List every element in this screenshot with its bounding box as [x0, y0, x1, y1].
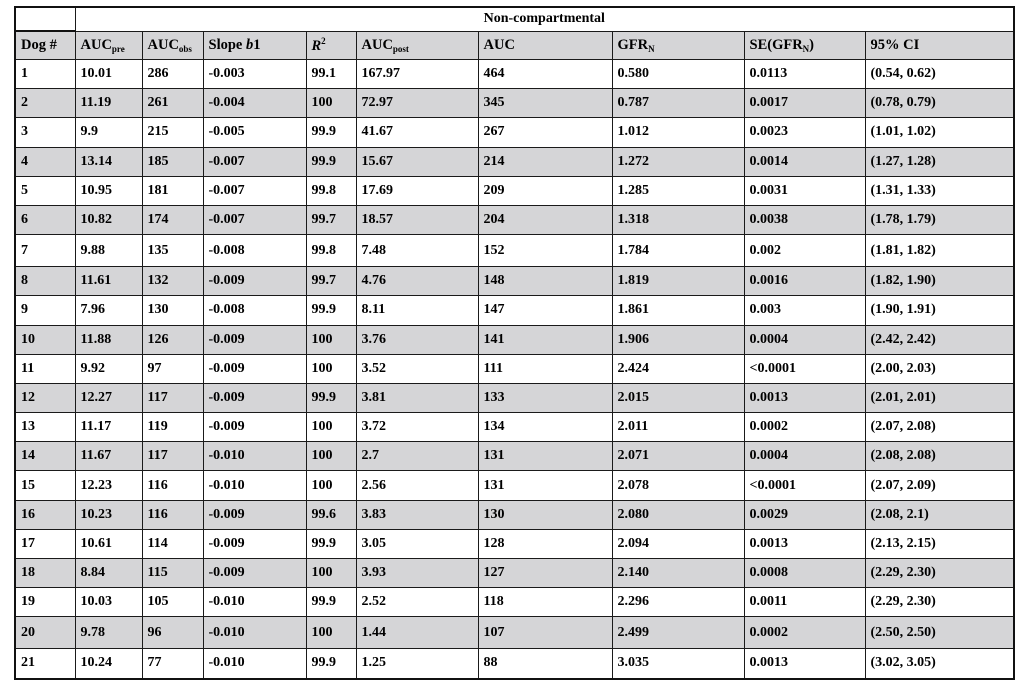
table-cell: 10.01	[75, 60, 142, 89]
table-cell: 0.0004	[744, 442, 865, 471]
table-cell: 100	[306, 413, 356, 442]
table-cell: 9.9	[75, 118, 142, 147]
table-row	[15, 60, 1014, 89]
table-cell: -0.009	[203, 529, 306, 558]
table-cell: 0.0016	[744, 267, 865, 296]
table-cell: 10.24	[75, 649, 142, 679]
table-cell: 2.078	[612, 471, 744, 500]
table-row	[15, 354, 1014, 383]
group-header-noncompartmental: Non-compartmental	[75, 7, 1014, 31]
table-row	[15, 147, 1014, 176]
table-row	[15, 267, 1014, 296]
table-cell: 128	[478, 529, 612, 558]
table-cell: 3.035	[612, 649, 744, 679]
table-row	[15, 588, 1014, 617]
table-cell: -0.009	[203, 559, 306, 588]
table-cell: 115	[142, 559, 203, 588]
table-cell: (3.02, 3.05)	[865, 649, 1014, 679]
table-cell: 0.0038	[744, 205, 865, 234]
table-cell: 345	[478, 89, 612, 118]
table-cell: 117	[142, 442, 203, 471]
table-cell: 2.071	[612, 442, 744, 471]
table-cell: 100	[306, 559, 356, 588]
table-cell: -0.009	[203, 383, 306, 412]
table-cell: 286	[142, 60, 203, 89]
table-cell: 77	[142, 649, 203, 679]
table-cell: -0.009	[203, 267, 306, 296]
table-cell: 9.78	[75, 617, 142, 649]
table-cell: 204	[478, 205, 612, 234]
table-cell: 5	[15, 176, 75, 205]
table-cell: -0.010	[203, 617, 306, 649]
table-cell: 135	[142, 235, 203, 267]
table-cell: 0.0017	[744, 89, 865, 118]
table-row	[15, 89, 1014, 118]
table-cell: 111	[478, 354, 612, 383]
results-table-container	[14, 6, 1013, 680]
table-cell: 12.23	[75, 471, 142, 500]
table-cell: 100	[306, 471, 356, 500]
table-cell: 2.080	[612, 500, 744, 529]
table-cell: 0.0023	[744, 118, 865, 147]
table-cell: 0.0029	[744, 500, 865, 529]
table-row	[15, 383, 1014, 412]
table-cell: -0.010	[203, 649, 306, 679]
table-cell: 152	[478, 235, 612, 267]
header-col-dog: Dog #	[15, 31, 75, 60]
table-cell: 0.0013	[744, 529, 865, 558]
table-cell: 17.69	[356, 176, 478, 205]
table-cell: -0.005	[203, 118, 306, 147]
table-cell: 167.97	[356, 60, 478, 89]
table-cell: (1.82, 1.90)	[865, 267, 1014, 296]
table-cell: 8.84	[75, 559, 142, 588]
table-cell: 3.05	[356, 529, 478, 558]
table-cell: <0.0001	[744, 354, 865, 383]
table-cell: (2.29, 2.30)	[865, 588, 1014, 617]
table-cell: 7.48	[356, 235, 478, 267]
table-cell: 8.11	[356, 296, 478, 325]
table-cell: 130	[478, 500, 612, 529]
table-cell: 99.9	[306, 118, 356, 147]
table-row	[15, 442, 1014, 471]
table-cell: 118	[478, 588, 612, 617]
table-cell: (2.50, 2.50)	[865, 617, 1014, 649]
table-cell: -0.008	[203, 235, 306, 267]
table-cell: 11.19	[75, 89, 142, 118]
table-cell: 11.88	[75, 325, 142, 354]
table-cell: -0.004	[203, 89, 306, 118]
table-cell: 100	[306, 617, 356, 649]
table-cell: 6	[15, 205, 75, 234]
table-cell: (2.08, 2.08)	[865, 442, 1014, 471]
table-cell: 131	[478, 442, 612, 471]
table-cell: 133	[478, 383, 612, 412]
blank-corner-cell	[15, 7, 75, 31]
table-cell: 2.424	[612, 354, 744, 383]
table-cell: 99.9	[306, 383, 356, 412]
table-cell: -0.010	[203, 442, 306, 471]
table-cell: -0.010	[203, 471, 306, 500]
table-cell: (2.07, 2.08)	[865, 413, 1014, 442]
table-cell: 4	[15, 147, 75, 176]
table-cell: 127	[478, 559, 612, 588]
table-row	[15, 118, 1014, 147]
table-cell: -0.009	[203, 354, 306, 383]
table-cell: 3.81	[356, 383, 478, 412]
table-cell: 99.6	[306, 500, 356, 529]
table-cell: 141	[478, 325, 612, 354]
table-cell: 147	[478, 296, 612, 325]
table-cell: <0.0001	[744, 471, 865, 500]
table-cell: -0.008	[203, 296, 306, 325]
table-row	[15, 296, 1014, 325]
table-cell: 21	[15, 649, 75, 679]
table-cell: 0.580	[612, 60, 744, 89]
table-cell: 99.9	[306, 588, 356, 617]
table-cell: 18.57	[356, 205, 478, 234]
table-cell: 13.14	[75, 147, 142, 176]
table-cell: (2.29, 2.30)	[865, 559, 1014, 588]
table-cell: 261	[142, 89, 203, 118]
table-cell: 3.76	[356, 325, 478, 354]
table-cell: 99.9	[306, 649, 356, 679]
table-cell: -0.007	[203, 147, 306, 176]
table-cell: 3.83	[356, 500, 478, 529]
table-cell: 9.92	[75, 354, 142, 383]
table-cell: 134	[478, 413, 612, 442]
table-cell: (2.08, 2.1)	[865, 500, 1014, 529]
header-col-auc-pre: $AUC_{pre}$	[75, 31, 142, 60]
table-cell: 3.72	[356, 413, 478, 442]
table-cell: (1.27, 1.28)	[865, 147, 1014, 176]
header-col-auc: AUC	[478, 31, 612, 60]
table-cell: (2.42, 2.42)	[865, 325, 1014, 354]
table-cell: 2.7	[356, 442, 478, 471]
table-row	[15, 176, 1014, 205]
table-cell: 0.0013	[744, 383, 865, 412]
table-cell: -0.003	[203, 60, 306, 89]
gfr-results-table	[14, 6, 1015, 680]
table-cell: 10.23	[75, 500, 142, 529]
table-cell: (1.31, 1.33)	[865, 176, 1014, 205]
table-cell: 1.44	[356, 617, 478, 649]
table-cell: (1.90, 1.91)	[865, 296, 1014, 325]
table-cell: 0.787	[612, 89, 744, 118]
table-cell: 9	[15, 296, 75, 325]
table-cell: 0.003	[744, 296, 865, 325]
table-cell: 1.819	[612, 267, 744, 296]
table-cell: 12.27	[75, 383, 142, 412]
table-cell: (2.01, 2.01)	[865, 383, 1014, 412]
table-cell: 1	[15, 60, 75, 89]
group-header-row	[15, 7, 1014, 31]
table-body	[15, 60, 1014, 679]
table-cell: 99.8	[306, 235, 356, 267]
table-cell: 14	[15, 442, 75, 471]
table-cell: (2.13, 2.15)	[865, 529, 1014, 558]
table-cell: 10.03	[75, 588, 142, 617]
table-cell: -0.009	[203, 500, 306, 529]
table-cell: -0.007	[203, 205, 306, 234]
table-cell: 2.140	[612, 559, 744, 588]
table-cell: 0.0014	[744, 147, 865, 176]
table-cell: 13	[15, 413, 75, 442]
table-cell: 2	[15, 89, 75, 118]
header-col-r2: $R^2$	[306, 31, 356, 60]
table-cell: 3.52	[356, 354, 478, 383]
table-cell: 10.82	[75, 205, 142, 234]
table-cell: 2.011	[612, 413, 744, 442]
table-row	[15, 617, 1014, 649]
table-cell: (1.78, 1.79)	[865, 205, 1014, 234]
table-cell: 209	[478, 176, 612, 205]
header-col-auc-obs: $AUC_{obs}$	[142, 31, 203, 60]
table-cell: (0.54, 0.62)	[865, 60, 1014, 89]
table-cell: 214	[478, 147, 612, 176]
table-row	[15, 559, 1014, 588]
table-cell: 181	[142, 176, 203, 205]
table-cell: 1.784	[612, 235, 744, 267]
table-cell: 15.67	[356, 147, 478, 176]
table-cell: 10	[15, 325, 75, 354]
table-cell: 117	[142, 383, 203, 412]
table-cell: 0.0011	[744, 588, 865, 617]
header-col-95-ci: 95% CI	[865, 31, 1014, 60]
table-cell: (1.81, 1.82)	[865, 235, 1014, 267]
column-header-row	[15, 31, 1014, 60]
table-cell: 9.88	[75, 235, 142, 267]
table-cell: 267	[478, 118, 612, 147]
table-cell: 100	[306, 442, 356, 471]
table-cell: 99.9	[306, 529, 356, 558]
table-cell: 1.012	[612, 118, 744, 147]
table-cell: 96	[142, 617, 203, 649]
header-col-slope-b1: Slope b1	[203, 31, 306, 60]
table-cell: 100	[306, 354, 356, 383]
table-cell: 0.0002	[744, 617, 865, 649]
table-cell: 119	[142, 413, 203, 442]
table-row	[15, 471, 1014, 500]
table-cell: 464	[478, 60, 612, 89]
table-cell: 17	[15, 529, 75, 558]
table-row	[15, 529, 1014, 558]
table-cell: 2.015	[612, 383, 744, 412]
table-row	[15, 205, 1014, 234]
table-cell: 12	[15, 383, 75, 412]
table-cell: 18	[15, 559, 75, 588]
table-cell: (1.01, 1.02)	[865, 118, 1014, 147]
table-cell: 99.9	[306, 147, 356, 176]
table-cell: 0.0004	[744, 325, 865, 354]
table-cell: 3.93	[356, 559, 478, 588]
table-row	[15, 649, 1014, 679]
table-cell: 100	[306, 89, 356, 118]
table-cell: 99.9	[306, 296, 356, 325]
table-cell: 99.7	[306, 267, 356, 296]
table-cell: -0.009	[203, 325, 306, 354]
table-cell: 185	[142, 147, 203, 176]
table-cell: 10.61	[75, 529, 142, 558]
table-cell: 8	[15, 267, 75, 296]
table-cell: (2.00, 2.03)	[865, 354, 1014, 383]
table-cell: (2.07, 2.09)	[865, 471, 1014, 500]
table-cell: 130	[142, 296, 203, 325]
table-cell: -0.007	[203, 176, 306, 205]
table-cell: 10.95	[75, 176, 142, 205]
table-cell: 215	[142, 118, 203, 147]
table-cell: 3	[15, 118, 75, 147]
table-cell: 114	[142, 529, 203, 558]
header-col-gfr-n: $GFR_N$	[612, 31, 744, 60]
table-cell: 11	[15, 354, 75, 383]
table-cell: 116	[142, 471, 203, 500]
table-cell: 99.1	[306, 60, 356, 89]
table-cell: -0.010	[203, 588, 306, 617]
table-cell: 11.17	[75, 413, 142, 442]
table-cell: 20	[15, 617, 75, 649]
table-cell: 2.52	[356, 588, 478, 617]
table-cell: 0.0113	[744, 60, 865, 89]
table-cell: 99.8	[306, 176, 356, 205]
table-cell: 116	[142, 500, 203, 529]
table-cell: 100	[306, 325, 356, 354]
table-cell: (0.78, 0.79)	[865, 89, 1014, 118]
table-cell: 105	[142, 588, 203, 617]
table-cell: 41.67	[356, 118, 478, 147]
table-cell: 107	[478, 617, 612, 649]
table-cell: 0.0002	[744, 413, 865, 442]
table-cell: 97	[142, 354, 203, 383]
table-cell: 88	[478, 649, 612, 679]
table-cell: 2.094	[612, 529, 744, 558]
table-cell: 0.0008	[744, 559, 865, 588]
table-cell: 1.285	[612, 176, 744, 205]
table-cell: 7.96	[75, 296, 142, 325]
table-cell: 131	[478, 471, 612, 500]
table-cell: 16	[15, 500, 75, 529]
table-cell: 2.499	[612, 617, 744, 649]
header-col-auc-post: $AUC_{post}$	[356, 31, 478, 60]
table-cell: 11.61	[75, 267, 142, 296]
table-row	[15, 500, 1014, 529]
table-cell: 72.97	[356, 89, 478, 118]
header-col-se-gfr-n: $SE(GFR_N)$	[744, 31, 865, 60]
table-cell: 4.76	[356, 267, 478, 296]
table-cell: 132	[142, 267, 203, 296]
table-row	[15, 413, 1014, 442]
table-cell: 2.56	[356, 471, 478, 500]
table-row	[15, 235, 1014, 267]
table-cell: 126	[142, 325, 203, 354]
table-cell: 0.0031	[744, 176, 865, 205]
table-cell: 2.296	[612, 588, 744, 617]
table-cell: 99.7	[306, 205, 356, 234]
table-cell: 19	[15, 588, 75, 617]
table-cell: 174	[142, 205, 203, 234]
table-cell: 0.002	[744, 235, 865, 267]
table-cell: 1.25	[356, 649, 478, 679]
table-cell: 1.906	[612, 325, 744, 354]
table-cell: 11.67	[75, 442, 142, 471]
table-cell: 1.272	[612, 147, 744, 176]
table-cell: 148	[478, 267, 612, 296]
table-cell: 1.318	[612, 205, 744, 234]
table-cell: 7	[15, 235, 75, 267]
table-cell: -0.009	[203, 413, 306, 442]
table-cell: 15	[15, 471, 75, 500]
table-cell: 0.0013	[744, 649, 865, 679]
table-cell: 1.861	[612, 296, 744, 325]
table-row	[15, 325, 1014, 354]
